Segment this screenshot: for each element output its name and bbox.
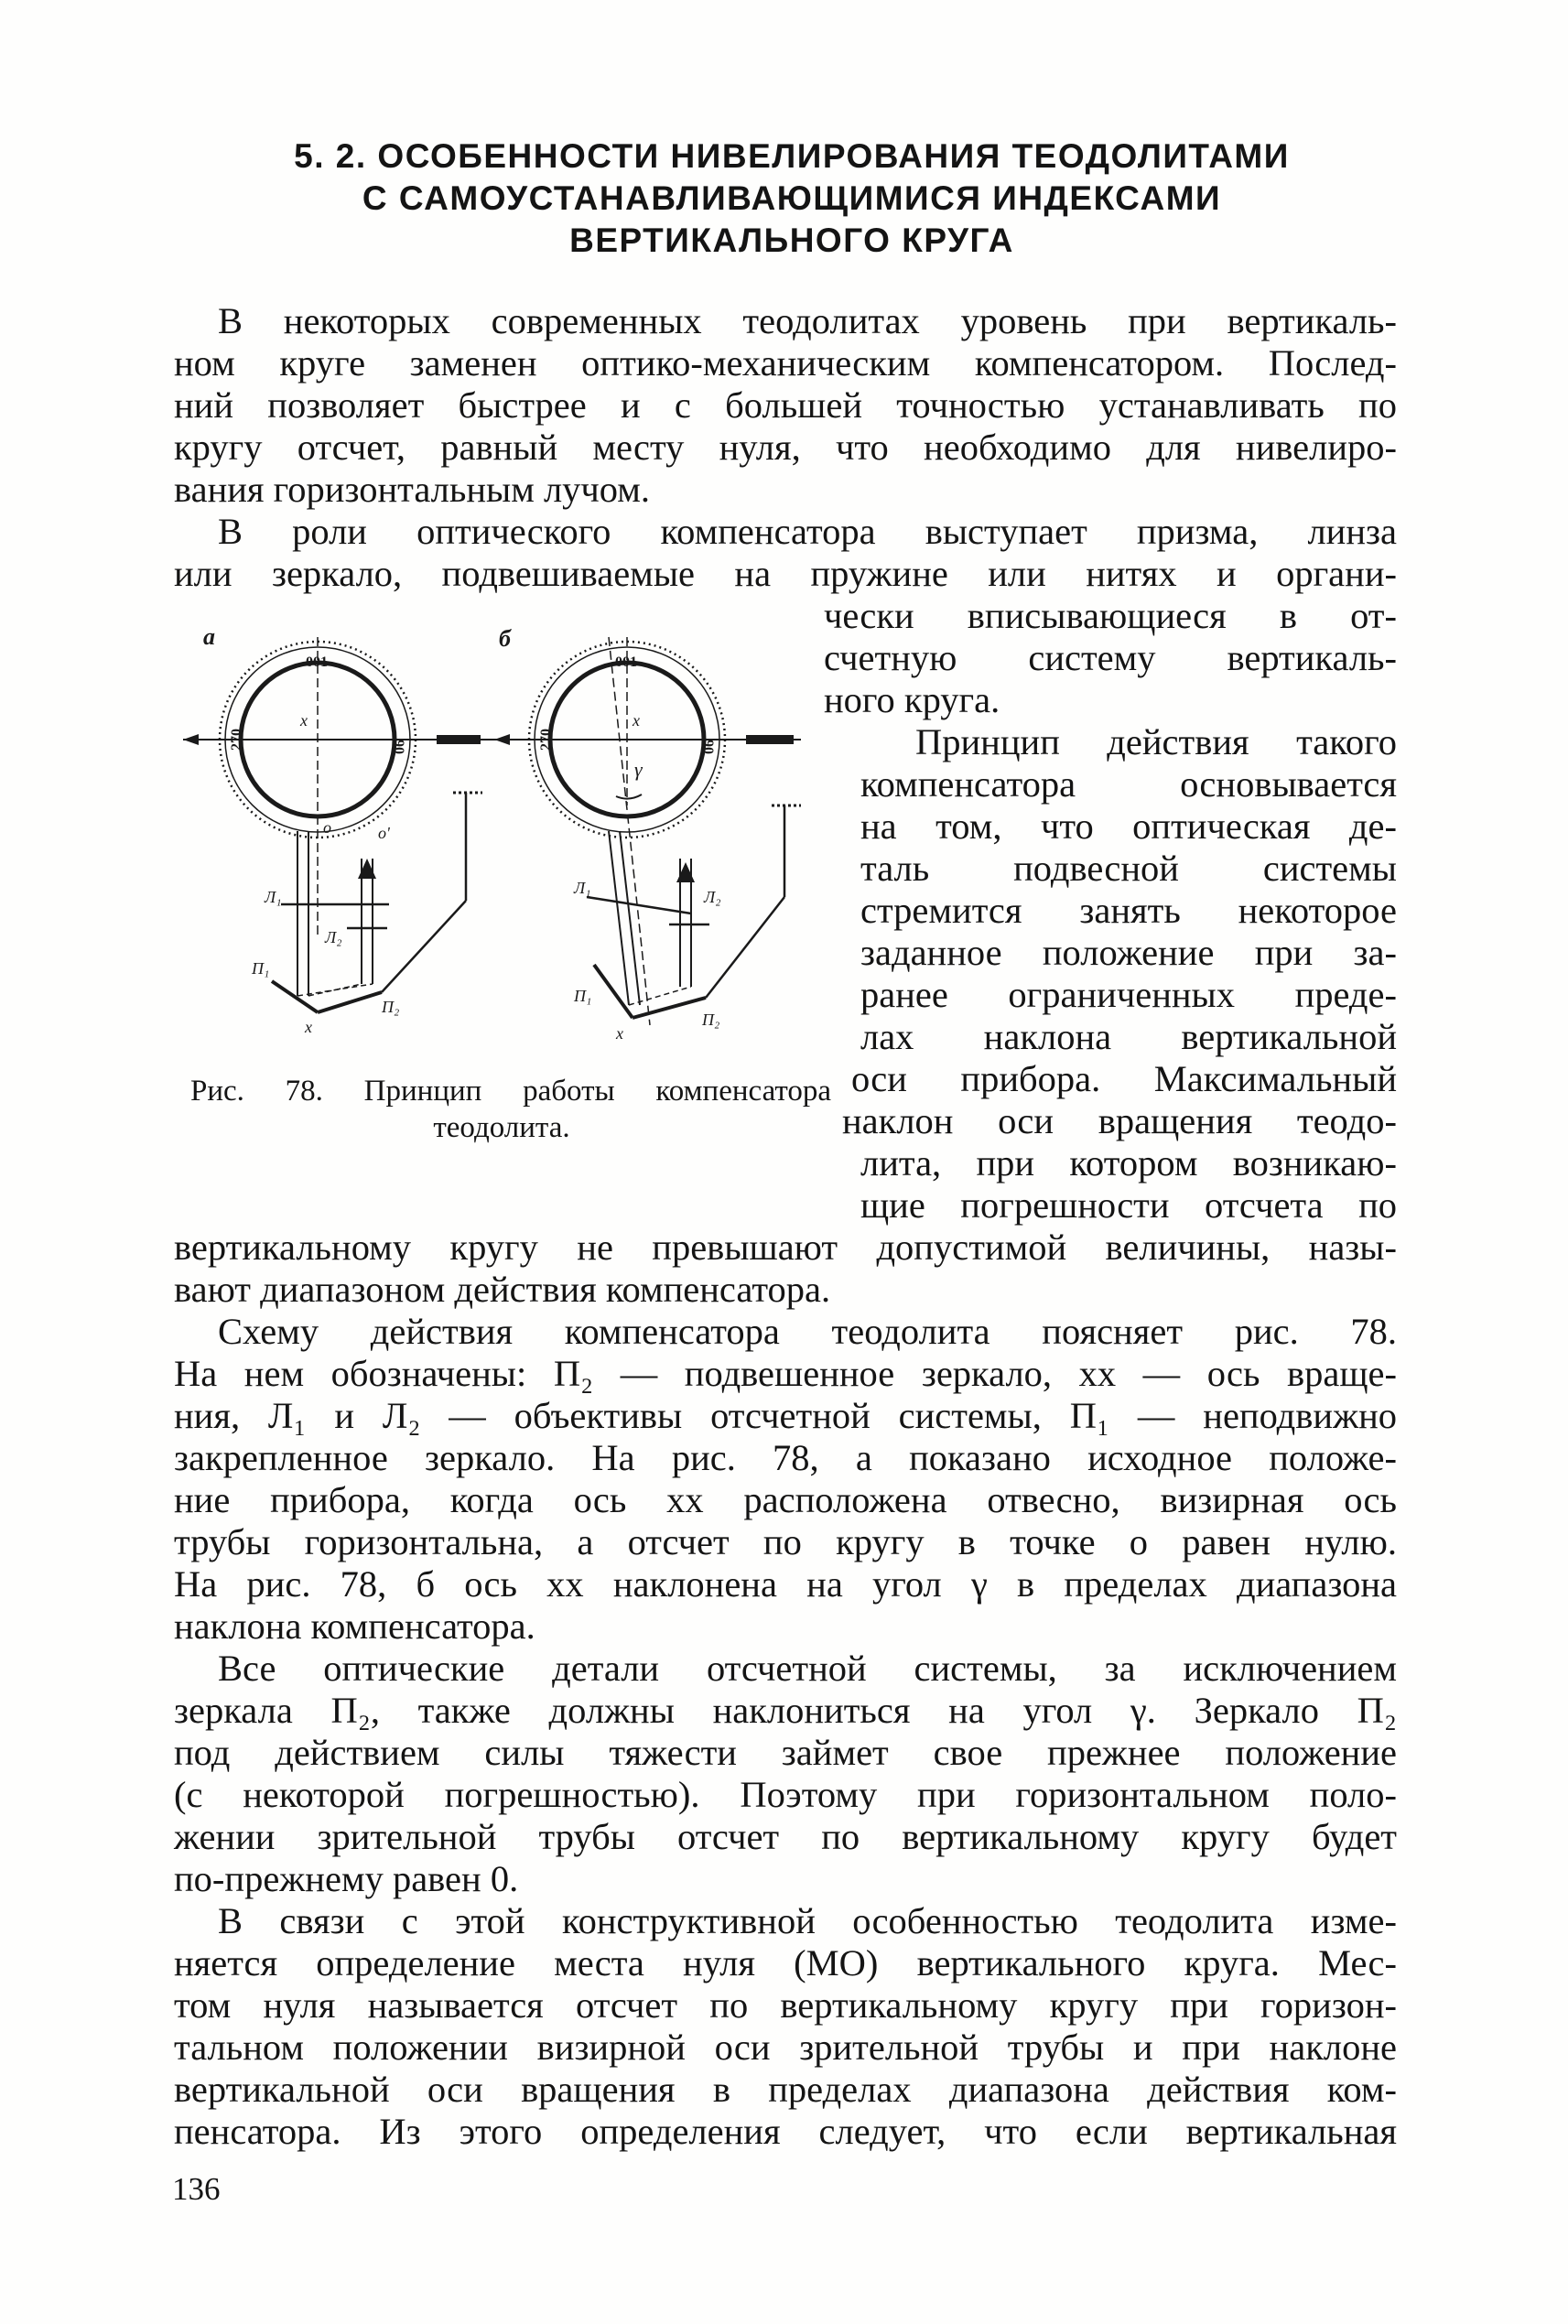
text-line: зеркала П₂, также должны наклониться на угол γ. Зеркало П₂ [174, 1690, 1397, 1731]
text-line: ного круга. [824, 679, 1000, 720]
text-line: заданное положение при за- [860, 932, 1397, 973]
figure-panel-a [183, 623, 482, 1036]
caption-line: теодолита. [433, 1111, 570, 1144]
lens-2-label: Л₂ [325, 928, 342, 946]
axis-x-label: x [616, 1024, 623, 1043]
heading-line: ВЕРТИКАЛЬНОГО КРУГА [569, 222, 1014, 259]
text-line: трубы горизонтальна, а отсчет по кругу в точке о равен нулю. [174, 1521, 1397, 1562]
text-line: под действием силы тяжести займет свое прежнее положение [174, 1732, 1397, 1773]
text-line: жении зрительной трубы отсчет по вертикальному кругу будет [174, 1816, 1397, 1857]
axis-x-label: x [305, 1018, 312, 1036]
angle-gamma-label: γ [634, 758, 643, 781]
mirror-p1 [272, 981, 318, 1012]
text-line: наклона компенсатора. [174, 1605, 535, 1647]
text-line: таль подвесной системы [860, 848, 1397, 889]
text-line: лита, при котором возникаю- [860, 1142, 1397, 1184]
text-line: ний позволяет быстрее и с большей точностью устанавливать по [174, 384, 1397, 426]
support-arm [706, 897, 784, 998]
mirror-1-label: П₁ [252, 959, 270, 978]
axis-x-label: x [633, 711, 640, 730]
axis-x-label: x [300, 711, 308, 730]
scale-right-label: 90 [391, 740, 406, 754]
text-line: няется определение места нуля (МО) вертикального круга. Мес- [174, 1942, 1397, 1984]
text-line: Принцип действия такого [915, 721, 1397, 762]
text-line: стремится занять некоторое [860, 890, 1397, 931]
ray-path [620, 831, 640, 1005]
objective-tube [437, 735, 481, 744]
text-line: счетную систему вертикаль- [824, 637, 1397, 678]
text-line: вают диапазоном действия компенсатора. [174, 1269, 831, 1310]
lens-1-label: Л₁ [265, 888, 282, 906]
text-line: щие погрешности отсчета по [860, 1184, 1397, 1226]
mirror-2-label: П₂ [382, 998, 400, 1016]
lens-1-label: Л₁ [574, 879, 591, 897]
text-line: компенсатора основывается [860, 763, 1397, 805]
text-line: оси прибора. Максимальный [851, 1058, 1397, 1099]
text-line: лах наклона вертикальной [860, 1016, 1397, 1057]
caption-line: Рис. 78. Принцип работы компенсатора [190, 1075, 831, 1108]
text-line: кругу отсчет, равный месту нуля, что необходимо для нивелиро- [174, 427, 1397, 468]
text-line: тальном положении визирной оси зрительной трубы и при наклоне [174, 2027, 1397, 2068]
page-number: 136 [172, 2171, 221, 2207]
text-line: (с некоторой погрешностью). Поэтому при горизонтальном поло- [174, 1774, 1397, 1815]
figure-caption [190, 1073, 831, 1146]
text-line: На нем обозначены: П₂ — подвешенное зеркало, xx — ось враще- [174, 1353, 1397, 1394]
lens-2-label: Л₂ [704, 888, 721, 906]
text-line: чески вписывающиеся в от- [824, 595, 1397, 636]
text-line: ном круге заменен оптико-механическим компенсатором. Послед- [174, 342, 1397, 384]
objective-tube [746, 735, 794, 744]
text-line: ния, Л₁ и Л₂ — объективы отсчетной системы, П₁ — неподвижно [174, 1395, 1397, 1436]
text-line: пенсатора. Из этого определения следует, что если вертикальная [174, 2111, 1397, 2152]
scale-left-label: 270 [538, 729, 554, 751]
scale-right-label: 90 [700, 740, 716, 754]
text-line: наклон оси вращения теодо- [842, 1100, 1397, 1141]
panel-a-label: а [203, 623, 215, 650]
text-line: том нуля называется отсчет по вертикальному кругу при горизон- [174, 1984, 1397, 2026]
text-line: на том, что оптическая де- [860, 805, 1397, 847]
text-line: В некоторых современных теодолитах уровень при вертикаль- [218, 300, 1397, 341]
mirror-p2 [318, 992, 382, 1012]
text-line: В роли оптического компенсатора выступает призма, линза [218, 511, 1397, 552]
text-line: вертикальной оси вращения в пределах диапазона действия ком- [174, 2069, 1397, 2110]
scale-top-label: 001 [306, 654, 328, 670]
scale-left-label: 270 [229, 729, 244, 751]
text-line: На рис. 78, б ось xx наклонена на угол γ в пределах диапазона [174, 1563, 1397, 1605]
text-line: ние прибора, когда ось xx расположена отвесно, визирная ось [174, 1479, 1397, 1520]
text-line: Все оптические детали отсчетной системы, за исключением [218, 1648, 1397, 1689]
arrow-head [183, 734, 199, 745]
mirror-p2 [633, 998, 706, 1018]
heading-line: 5. 2. ОСОБЕННОСТИ НИВЕЛИРОВАНИЯ ТЕОДОЛИТАМИ [294, 137, 1290, 175]
arrow-head [494, 734, 510, 745]
text-line: вертикальному кругу не превышают допустимой величины, назы- [174, 1227, 1397, 1268]
scale-top-label: 001 [615, 654, 637, 670]
angle-arc [616, 794, 642, 799]
figure-panel-b [481, 625, 801, 1043]
support-arm [382, 901, 466, 992]
text-line: по-прежнему равен 0. [174, 1858, 519, 1899]
ray-path [609, 831, 629, 1005]
text-line: закрепленное зеркало. На рис. 78, а показано исходное положе- [174, 1437, 1397, 1478]
panel-b-label: б [499, 625, 511, 652]
text-line: или зеркало, подвешиваемые на пружине или нитях и органи- [174, 553, 1397, 594]
lens-l1 [587, 897, 691, 913]
section-heading [211, 135, 1373, 262]
mirror-1-label: П₁ [574, 987, 592, 1005]
mirror-2-label: П₂ [702, 1011, 720, 1029]
text-line: вания горизонтальным лучом. [174, 469, 651, 510]
text-line: ранее ограниченных преде- [860, 974, 1397, 1015]
text-line: Схему действия компенсатора теодолита поясняет рис. 78. [218, 1311, 1397, 1352]
point-o-prime-label: o' [378, 824, 390, 842]
heading-line: С САМОУСТАНАВЛИВАЮЩИМИСЯ ИНДЕКСАМИ [362, 179, 1222, 217]
compensator-figure [178, 622, 828, 1053]
point-o-label: o [323, 818, 331, 837]
text-line: В связи с этой конструктивной особенностью теодолита изме- [218, 1900, 1397, 1941]
